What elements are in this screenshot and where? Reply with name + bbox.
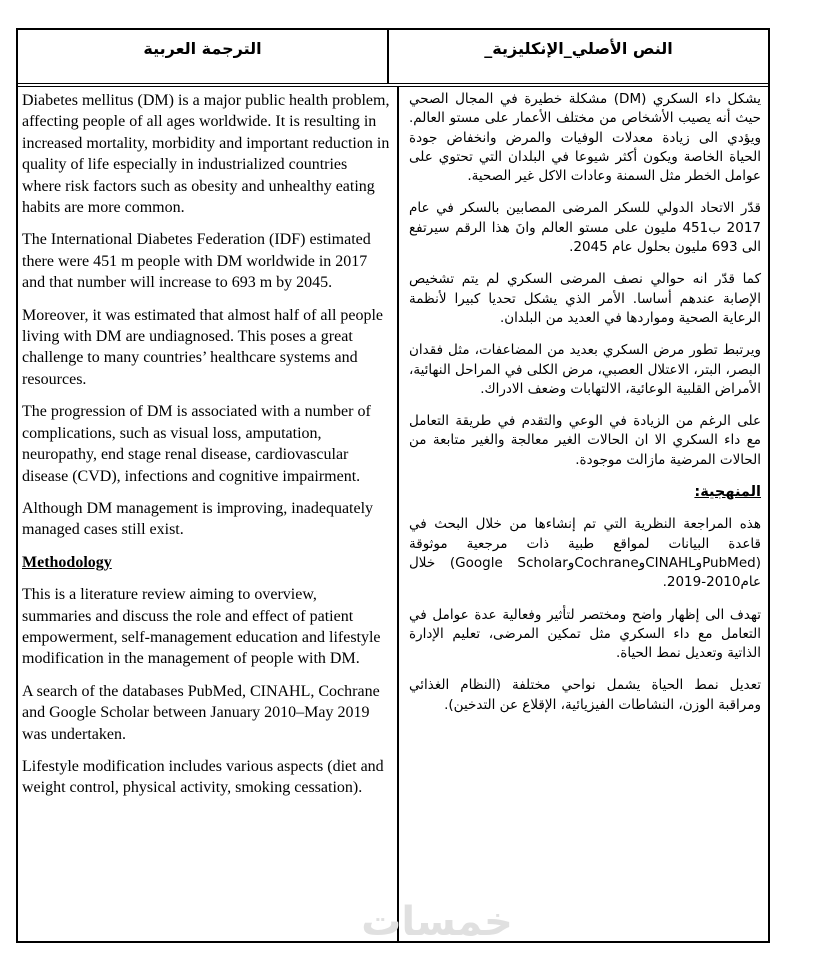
- arabic-paragraph: تهدف الى إظهار واضح ومختصر لتأثير وفعالية عدة عوامل في التعامل مع داء السكري مثل تمكين المرضى، تعليم الإدارة الذاتية وتعديل نمط الحياة.: [409, 606, 761, 662]
- header-label-english-source: النص الأصلي_الإنكليزية_: [484, 39, 673, 58]
- khamsat-watermark: خمسات: [361, 899, 513, 945]
- arabic-paragraph: على الرغم من الزيادة في الوعي والتقدم في طريقة التعامل مع داء السكري الا ان الحالات الغير معالجة والغير متابعة من الحالات المرضية مازالت موجودة.: [409, 413, 761, 468]
- table-header-row: [18, 30, 768, 87]
- english-paragraph: Diabetes mellitus (DM) is a major public health problem, affecting people of all ages worldwide. It is resulting in increased mortality, morbidity and important reduction in quality of life especially in industrialized countries where risk factors such as obesity and unhealthy eating habits are more common.: [22, 92, 390, 217]
- arabic-paragraph: تعديل نمط الحياة يشمل نواحي مختلفة (النظام الغذائي ومراقبة الوزن، النشاطات الفيزيائية، الإقلاع عن التدخين).: [409, 677, 761, 713]
- english-paragraph: The progression of DM is associated with a number of complications, such as visual loss, amputation, neuropathy, end stage renal disease, cardiovascular disease (CVD), infections and cognitive impairment.: [22, 403, 371, 485]
- arabic-text-cell: [399, 87, 768, 941]
- header-cell-english-source: [387, 30, 768, 83]
- arabic-paragraph: قدّر الاتحاد الدولي للسكر المرضى المصابين بالسكر في عام 2017 ب451 مليون على مستو العالم وانَ هذا الرقم سيرتفع الى 693 مليون بحلول عام 2045.: [409, 200, 761, 256]
- arabic-methodology-heading: المنهجية:: [694, 484, 761, 501]
- header-label-arabic-translation: الترجمة العربية: [143, 39, 262, 58]
- english-paragraph: This is a literature review aiming to overview, summaries and discuss the role and effect of patient empowerment, self-management education and lifestyle modification in the management of people with DM.: [22, 586, 381, 668]
- arabic-paragraph: يشكل داء السكري (DM) مشكلة خطيرة في المجال الصحي حيث أنه يصيب الأشخاص من مختلف الأعمار على مستو العالم. ويؤدي الى زيادة معدلات الوفيات والمرض وانخفاض جودة الحياة الخاصة ويكون أكثر شيوعا في البلدان التي تحتوي على عوامل الخطر مثل السمنة وعادات الاكل غير الصحية.: [409, 91, 761, 185]
- header-cell-arabic-translation: [18, 30, 387, 83]
- english-paragraph: Moreover, it was estimated that almost half of all people living with DM are undiagnosed. This poses a great challenge to many countries’ healthcare systems and resources.: [22, 306, 384, 388]
- english-paragraph: The International Diabetes Federation (IDF) estimated there were 451 m people with DM worldwide in 2017 and that number will increase to 693 m by 2045.: [22, 231, 371, 292]
- translation-table: [16, 28, 770, 943]
- arabic-paragraph: ويرتبط تطور مرض السكري بعديد من المضاعفات، مثل فقدان البصر، البتر، الاعتلال العصبي، مرض الكلى في المراحل النهائية، الأمراض القلبية الوعائية، الالتهابات وضعف الادراك.: [409, 342, 761, 397]
- table-body-row: [18, 87, 768, 941]
- arabic-paragraph: كما قدّر انه حوالي نصف المرضى السكري لم يتم تشخيص الإصابة عندهم أساسا. الأمر الذي يشكل تحديا كبيرا لأنظمة الرعاية الصحية ومواردها في العديد من البلدان.: [409, 271, 761, 326]
- arabic-paragraph: هذه المراجعة النظرية التي تم إنشاءها من خلال البحث في قاعدة البيانات لمواقع طبية ذات مرجعية موثوقة (PubMedوCINAHLوCochraneوGoogle Scholar) خلال عام2010-2019.: [409, 516, 761, 591]
- english-paragraph: Lifestyle modification includes various aspects (diet and weight control, physical activity, smoking cessation).: [22, 757, 384, 797]
- english-paragraph: A search of the databases PubMed, CINAHL, Cochrane and Google Scholar between January 2010–May 2019 was undertaken.: [22, 682, 380, 743]
- english-text-cell: [18, 87, 399, 941]
- methodology-heading: Methodology: [22, 553, 112, 571]
- english-paragraph: Although DM management is improving, inadequately managed cases still exist.: [22, 499, 374, 539]
